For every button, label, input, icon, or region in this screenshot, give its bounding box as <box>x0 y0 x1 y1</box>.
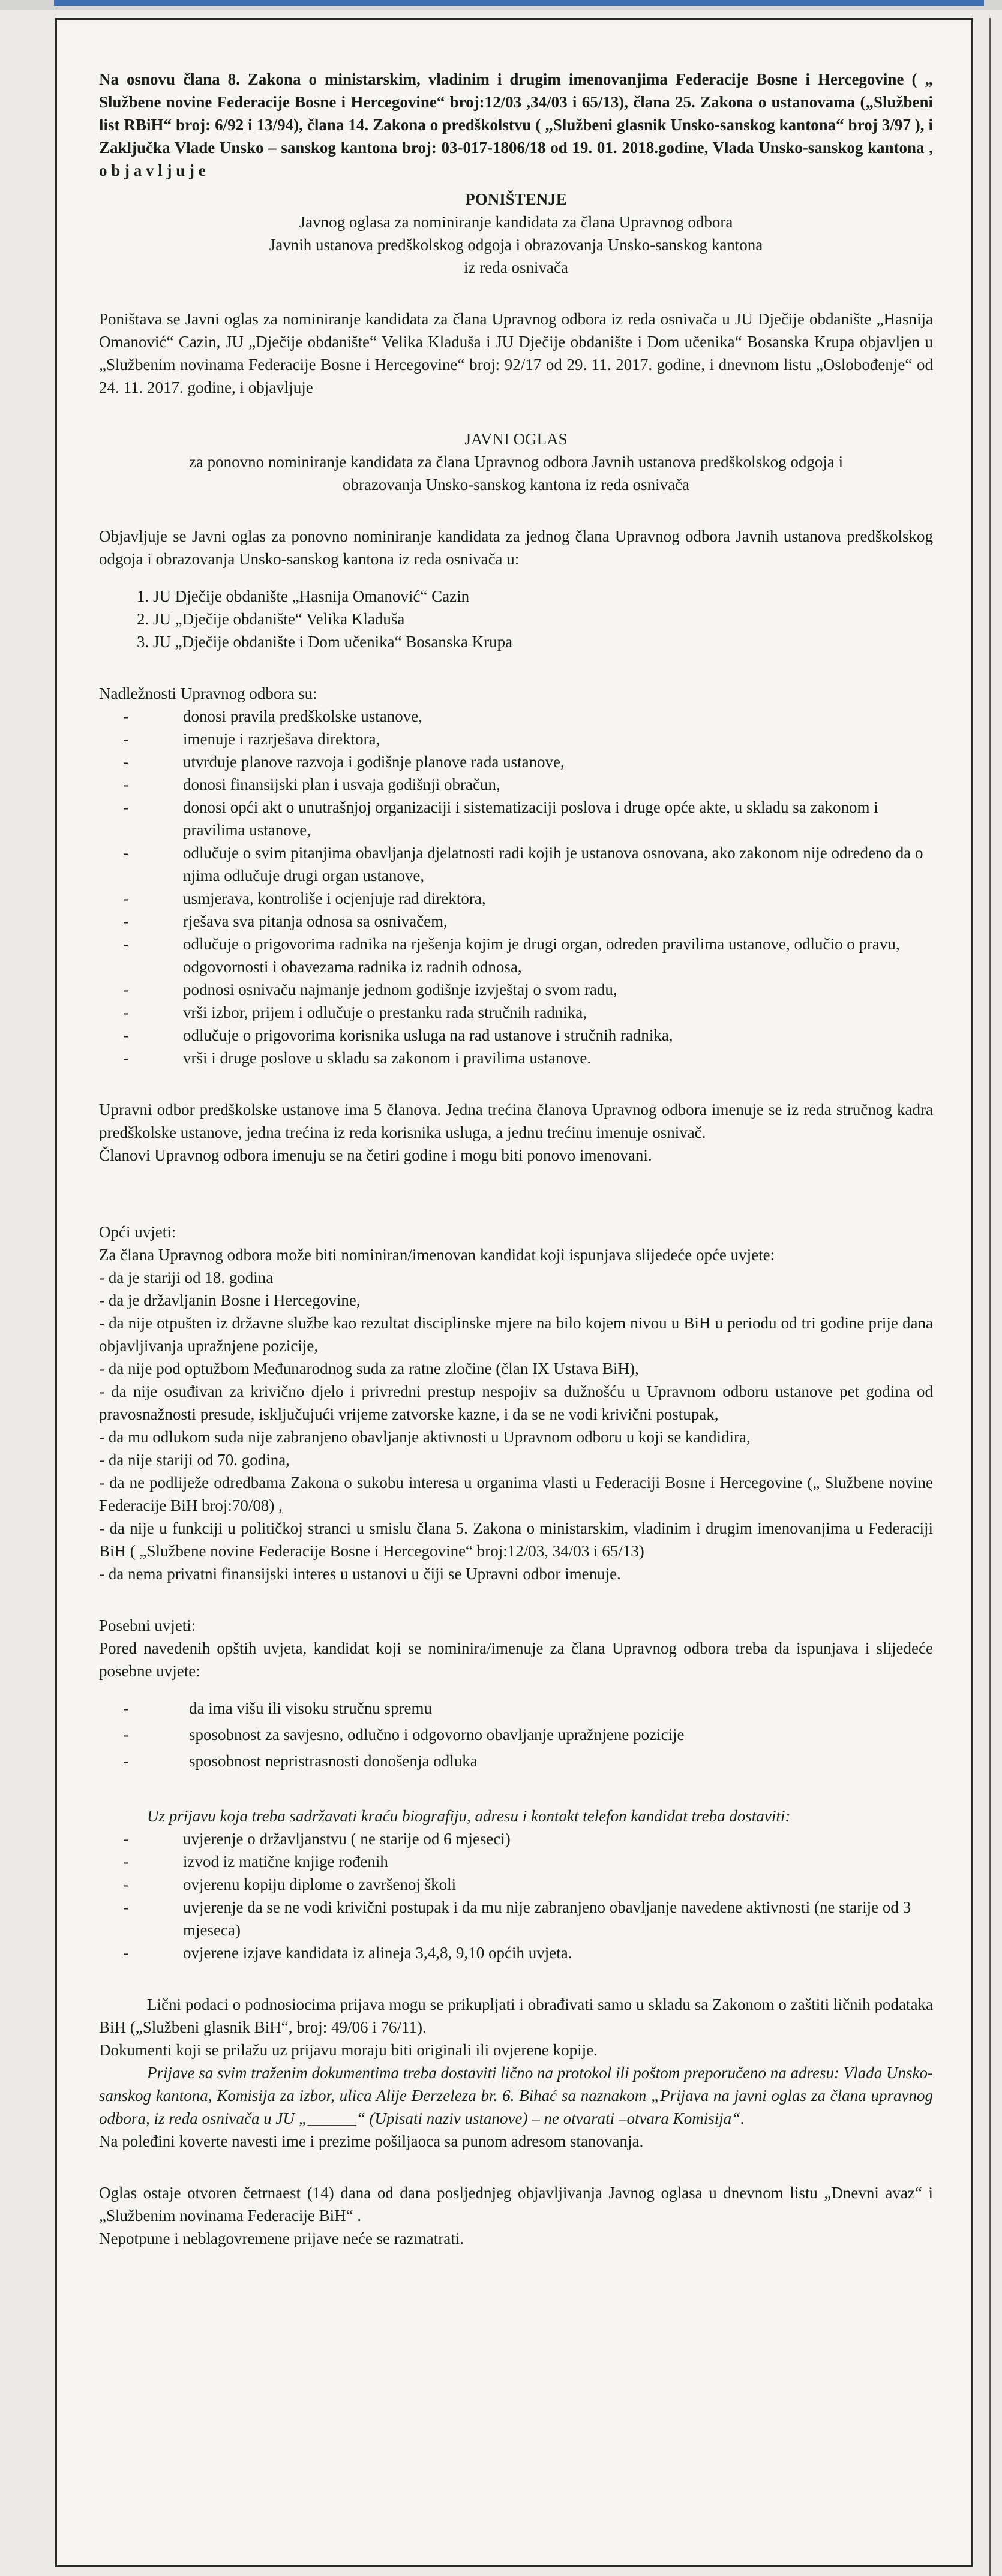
general-condition-item: - da nije u funkciji u političkoj stranci u smislu člana 5. Zakona o ministarskim, vladinim i drugim imenovanjima u Federaciji BiH ( „Službene novine Federacije Bosne i Hercegovine“ broj:12/03, 34/03 i 65/13) <box>99 1519 933 1560</box>
originals-note: Dokumenti koji se prilažu uz prijavu moraju biti originali ili ovjerene kopije. <box>99 2041 598 2059</box>
annulment-title: PONIŠTENJE <box>465 190 567 208</box>
competence-item: - donosi pravila predškolske ustanove, <box>99 705 933 728</box>
general-condition-item: - da mu odlukom suda nije zabranjeno obavljanje aktivnosti u Upravnom odboru u koji se kandidira, <box>99 1428 751 1446</box>
competence-item: - podnosi osnivaču najmanje jednom godišnje izvještaj o svom radu, <box>99 978 933 1001</box>
general-condition-item: - da nije stariji od 70. godina, <box>99 1451 290 1469</box>
general-condition-item: - da nije pod optužbom Međunarodnog suda za ratne zločine (član IX Ustava BiH), <box>99 1360 639 1378</box>
annulment-subtitle-2: Javnih ustanova predškolskog odgoja i obrazovanja Unsko-sanskog kantona <box>269 236 763 254</box>
ad-subtitle-1: za ponovno nominiranje kandidata za člana Upravnog odbora Javnih ustanova predškolskog odgoja i <box>188 453 844 471</box>
board-term-text: Članovi Upravnog odbora imenuju se na četiri godine i mogu biti ponovo imenovani. <box>99 1146 652 1164</box>
institution-item: 1. JU Dječije obdanište „Hasnija Omanović“ Cazin <box>153 585 933 608</box>
competence-item: - usmjerava, kontroliše i ocjenjuje rad direktora, <box>99 887 933 910</box>
document-item: - uvjerenje o državljanstvu ( ne starije od 6 mjeseci) <box>99 1827 933 1850</box>
competences-list <box>99 705 933 1069</box>
adjacent-column-border <box>989 18 991 2576</box>
envelope-note: Na poleđini koverte navesti ime i prezime pošiljaoca sa punom adresom stanovanja. <box>99 2132 644 2150</box>
competence-item: - utvrđuje planove razvoja i godišnje planove rada ustanove, <box>99 750 933 773</box>
competence-item: - odlučuje o svim pitanjima obavljanja djelatnosti radi kojih je ustanova osnovana, ako zakonom nije određeno da o njima odlučuje drugi organ ustanove, <box>99 841 933 887</box>
general-conditions-lead: Za člana Upravnog odbora može biti nominiran/imenovan kandidat koji ispunjava slijedeće opće uvjete: <box>99 1246 775 1264</box>
document-item: - ovjerene izjave kandidata iz alineja 3,4,8, 9,10 općih uvjeta. <box>99 1941 933 1964</box>
documents-lead: Uz prijavu koja treba sadržavati kraću biografiju, adresu i kontakt telefon kandidat treba dostaviti: <box>147 1807 791 1825</box>
announcement-frame <box>55 18 973 2567</box>
general-condition-item: - da nije otpušten iz državne službe kao rezultat disciplinske mjere na bilo kojem nivou u BiH u periodu od tri godine prije dana objavljivanja upražnjene pozicije, <box>99 1314 933 1355</box>
board-size-text: Upravni odbor predškolske ustanove ima 5 članova. Jedna trećina članova Upravnog odbora imenuje se iz reda stručnog kadra predškolske ustanove, jedna trećina iz reda korisnika usluga, a jednu trećinu imenuje osnivač. <box>99 1101 933 1141</box>
header-band <box>54 0 984 6</box>
submission-instructions: Prijave sa svim traženim dokumentima treba dostaviti lično na protokol ili poštom preporučeno na adresu: Vlada Unsko-sanskog kantona, Komisija za izbor, ulica Alije Đerzeleza br. 6. Bihać sa naznakom „Prijava na javni oglas za člana upravnog odbora, iz reda osnivača u JU „______“ (Upisati naziv ustanove) – ne otvarati –otvara Komisija“. <box>99 2064 933 2127</box>
general-condition-item: - da nema privatni finansijski interes u ustanovi u čiji se Upravni odbor imenuje. <box>99 1565 621 1583</box>
ad-subtitle-2: obrazovanja Unsko-sanskog kantona iz reda osnivača <box>342 476 690 494</box>
competence-item: - rješava sva pitanja odnosa sa osnivačem, <box>99 910 933 933</box>
special-condition-item: - da ima višu ili visoku stručnu spremu <box>99 1697 933 1720</box>
institution-item: 2. JU „Dječije obdanište“ Velika Kladuša <box>153 608 933 630</box>
institution-item: 3. JU „Dječije obdanište i Dom učenika“ Bosanska Krupa <box>153 630 933 653</box>
general-conditions-heading: Opći uvjeti: <box>99 1223 176 1241</box>
general-condition-item: - da je stariji od 18. godina <box>99 1269 274 1287</box>
competence-item: - imenuje i razrješava direktora, <box>99 728 933 750</box>
general-condition-item: - da nije osuđivan za krivično djelo i privredni prestup nespojiv sa dužnošću u Upravnom odboru ustanove pet godina od pravosnažnosti presude, isključujući vrijeme zatvorske kazne, i da se ne vodi krivični postupak, <box>99 1382 933 1423</box>
competences-heading: Nadležnosti Upravnog odbora su: <box>99 684 317 702</box>
ad-lead: Objavljuje se Javni oglas za ponovno nominiranje kandidata za jednog člana Upravnog odbora Javnih ustanova predškolskog odgoja i obrazovanja Unsko-sanskog kantona iz reda osnivača u: <box>99 527 933 568</box>
document-item: - izvod iz matične knjige rođenih <box>99 1850 933 1873</box>
document-item: - uvjerenje da se ne vodi krivični postupak i da mu nije zabranjeno obavljanje navedene aktivnosti (ne starije od 3 mjeseca) <box>99 1896 933 1941</box>
general-condition-item: - da je državljanin Bosne i Hercegovine, <box>99 1291 361 1309</box>
institution-list <box>99 585 933 653</box>
competence-item: - donosi finansijski plan i usvaja godišnji obračun, <box>99 773 933 796</box>
annulment-subtitle-3: iz reda osnivača <box>464 258 568 276</box>
special-conditions-list <box>99 1697 933 1772</box>
competence-item: - vrši i druge poslove u skladu sa zakonom i pravilima ustanove. <box>99 1047 933 1069</box>
special-condition-item: - sposobnost nepristrasnosti donošenja odluka <box>99 1750 933 1772</box>
special-condition-item: - sposobnost za savjesno, odlučno i odgovorno obavljanje upražnjene pozicije <box>99 1723 933 1746</box>
duration-note: Oglas ostaje otvoren četrnaest (14) dana od dana posljednjeg objavljivanja Javnog oglasa u dnevnom listu „Dnevni avaz“ i „Službenim novinama Federacije BiH“ . <box>99 2184 933 2225</box>
competence-item: - vrši izbor, prijem i odlučuje o prestanku rada stručnih radnika, <box>99 1001 933 1024</box>
annulment-subtitle-1: Javnog oglasa za nominiranje kandidata za člana Upravnog odbora <box>299 213 733 231</box>
legal-basis-intro: Na osnovu člana 8. Zakona o ministarskim, vladinim i drugim imenovanjima Federacije Bosne i Hercegovine ( „ Službene novine Federacije Bosne i Hercegovine“ broj:12/03 ,34/03 i 65/13), člana 25. Zakona o ustanovama („Službeni list RBiH“ broj: 6/92 i 13/94), člana 14. Zakona o predškolstvu ( „Službeni glasnik Unsko-sanskog kantona“ broj 3/97 ), i Zaključka Vlade Unsko – sanskog kantona broj: 03-017-1806/18 od 19. 01. 2018.godine, Vlada Unsko-sanskog kantona , o b j a v l j u j e <box>99 70 933 179</box>
documents-list <box>99 1827 933 1964</box>
privacy-note: Lični podaci o podnosiocima prijava mogu se prikupljati i obrađivati samo u skladu sa Zakonom o zaštiti ličnih podataka BiH („Službeni glasnik BiH“, broj: 49/06 i 76/11). <box>99 1995 933 2036</box>
competence-item: - odlučuje o prigovorima korisnika usluga na rad ustanove i stručnih radnika, <box>99 1024 933 1047</box>
ad-title: JAVNI OGLAS <box>464 430 568 448</box>
incomplete-note: Nepotpune i neblagovremene prijave neće se razmatrati. <box>99 2229 464 2247</box>
special-conditions-heading: Posebni uvjeti: <box>99 1616 196 1634</box>
general-condition-item: - da ne podliježe odredbama Zakona o sukobu interesa u organima vlasti u Federaciji Bosne i Hercegovine („ Službene novine Federacije BiH broj:70/08) , <box>99 1474 933 1514</box>
competence-item: - odlučuje o prigovorima radnika na rješenja kojim je drugi organ, određen pravilima ustanove, odlučio o pravu, odgovornosti i obavezama radnika iz radnih odnosa, <box>99 933 933 978</box>
competence-item: - donosi opći akt o unutrašnjoj organizaciji i sistematizaciji poslova i druge opće akte, u skladu sa zakonom i pravilima ustanove, <box>99 796 933 841</box>
annulment-body: Poništava se Javni oglas za nominiranje kandidata za člana Upravnog odbora iz reda osnivača u JU Dječije obdanište „Hasnija Omanović“ Cazin, JU „Dječije obdanište“ Velika Kladuša i JU Dječije obdanište i Dom učenika“ Bosanska Krupa objavljen u „Službenim novinama Federacije Bosne i Hercegovine“ broj: 92/17 od 29. 11. 2017. godine, i dnevnom listu „Oslobođenje“ od 24. 11. 2017. godine, i objavljuje <box>99 310 933 396</box>
announcement-content <box>99 68 933 2250</box>
document-item: - ovjerenu kopiju diplome o završenoj školi <box>99 1873 933 1896</box>
special-conditions-lead: Pored navedenih opštih uvjeta, kandidat koji se nominira/imenuje za člana Upravnog odbora treba da ispunjava i slijedeće posebne uvjete: <box>99 1639 933 1680</box>
